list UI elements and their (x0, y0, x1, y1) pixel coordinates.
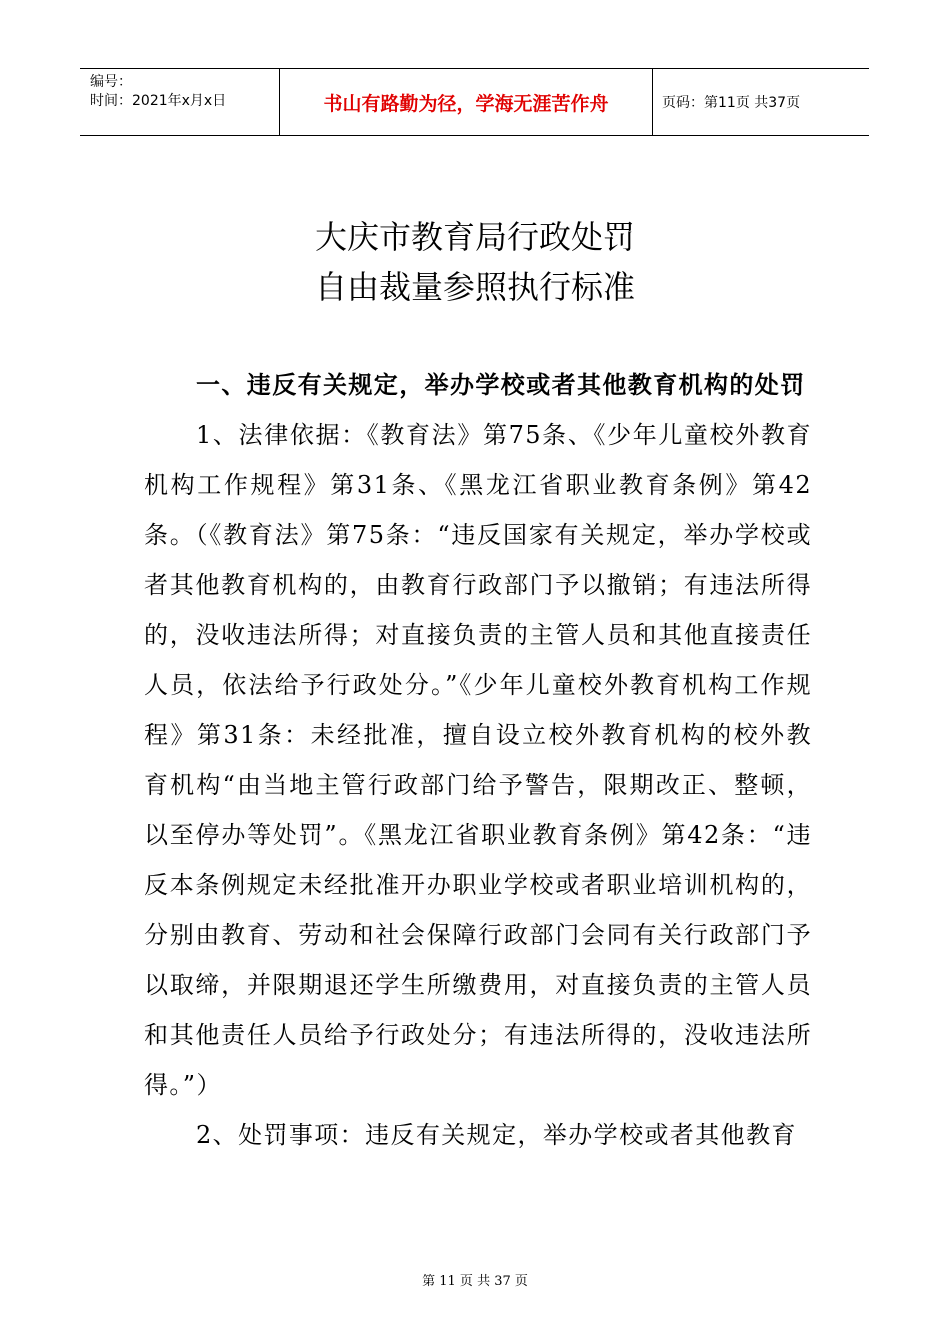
document-title-line2: 自由裁量参照执行标准 (314, 268, 635, 306)
header-number-label: 编号： (90, 74, 132, 90)
document-body (144, 360, 812, 1160)
header-motto: 书山有路勤为径，学海无涯苦作舟 (280, 69, 653, 135)
penalty-item-paragraph: 2、处罚事项：违反有关规定，举办学校或者其他教育 (196, 1121, 797, 1149)
document-header (80, 68, 869, 136)
document-title-line1: 大庆市教育局行政处罚 (314, 218, 635, 256)
header-time-label: 时间：2021年x月x日 (90, 93, 227, 109)
header-meta-cell (80, 69, 280, 135)
page-footer: 第 11 页 共 37 页 (422, 1274, 528, 1289)
header-page-info: 页码：第11页 共37页 (662, 95, 801, 111)
legal-basis-paragraph: 1、法律依据：《教育法》第75条、《少年儿童校外教育机构工作规程》第31条、《黑龙江省职业教育条例》第42条。（《教育法》第75条：“违反国家有关规定，举办学校或者其他教育机构的，由教育行政部门予以撤销；有违法所得的，没收违法所得；对直接负责的主管人员和其他直接责任人员，依法给予行政处分。”《少年儿童校外教育机构工作规程》第31条：未经批准，擅自设立校外教育机构的校外教育机构“由当地主管行政部门给予警告，限期改正、整顿，以至停办等处罚”。《黑龙江省职业教育条例》第42条：“违反本条例规定未经批准开办职业学校或者职业培训机构的，分别由教育、劳动和社会保障行政部门会同有关行政部门予以取缔，并限期退还学生所缴费用，对直接负责的主管人员和其他责任人员给予行政处分；有违法所得的，没收违法所得。”） (144, 421, 812, 1099)
section-heading: 一、违反有关规定，举办学校或者其他教育机构的处罚 (196, 371, 806, 399)
